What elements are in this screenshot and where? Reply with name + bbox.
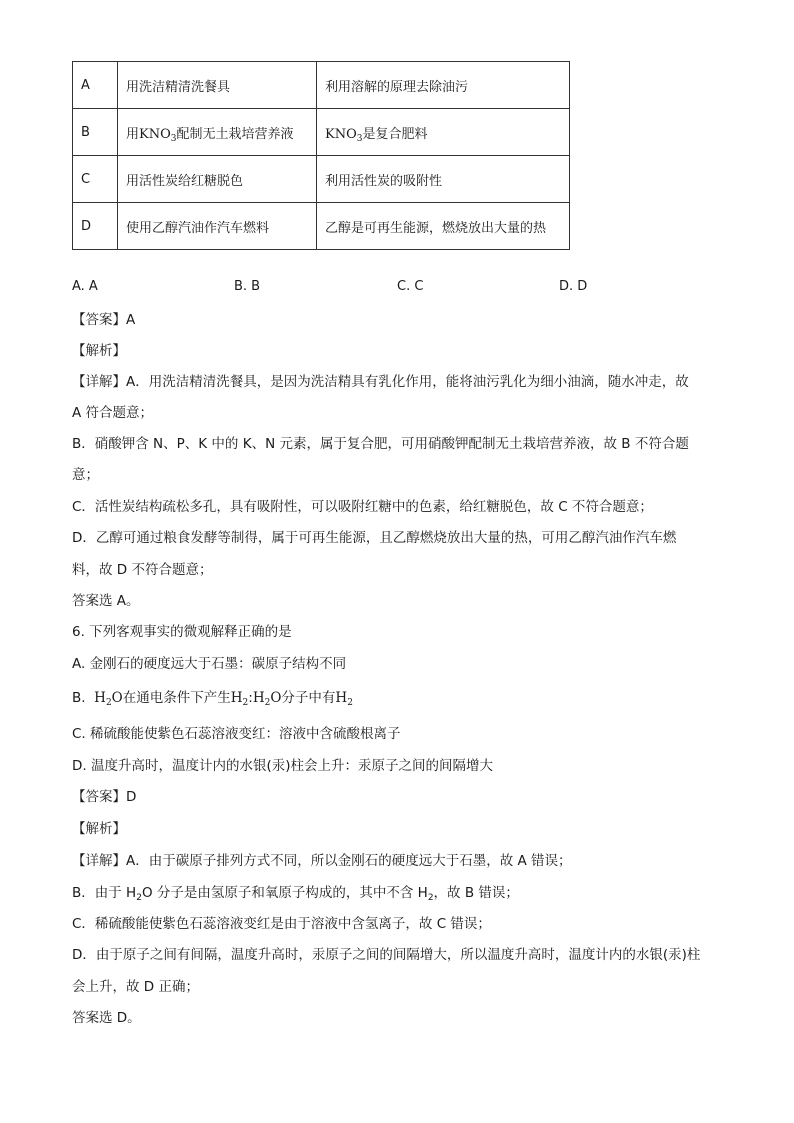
q6-question: 6. 下列客观事实的微观解释正确的是	[72, 624, 292, 640]
row-action: 用活性炭给红糖脱色	[118, 156, 317, 203]
q5-detail-line: 料，故 D 不符合题意；	[72, 562, 213, 578]
q5-detail-line: A 符合题意；	[72, 405, 154, 421]
table-row	[73, 156, 570, 203]
q6-detail-d-cont: 会上升，故 D 正确；	[72, 979, 199, 995]
table-row	[73, 109, 570, 156]
row-reason: $KNO_3$是复合肥料	[317, 109, 570, 156]
choice-b: B. B	[234, 279, 261, 294]
row-reason: 利用活性炭的吸附性	[317, 156, 570, 203]
q6-analysis-label: 【解析】	[72, 821, 126, 837]
row-action: 用洗洁精清洗餐具	[118, 62, 317, 109]
q6-detail-b: B．由于 $H_2O$ 分子是由氢原子和氧原子构成的，其中不含 $H_2$，故 B 错误；	[72, 885, 519, 903]
q6-final-answer: 答案选 D。	[72, 1010, 141, 1026]
q5-final-answer: 答案选 A。	[72, 593, 140, 609]
table-row	[73, 62, 570, 109]
row-letter: A	[73, 62, 118, 109]
row-reason: 乙醇是可再生能源，燃烧放出大量的热	[317, 203, 570, 250]
table-row	[73, 203, 570, 250]
q6-option-c: C. 稀硫酸能使紫色石蕊溶液变红：溶液中含硫酸根离子	[72, 726, 401, 742]
row-letter: B	[73, 109, 118, 156]
q6-detail-a: 【详解】A．由于碳原子排列方式不同，所以金刚石的硬度远大于石墨，故 A 错误；	[72, 853, 572, 869]
choice-c: C. C	[397, 279, 424, 294]
row-letter: D	[73, 203, 118, 250]
q6-option-b: B. $H_2O$在通电条件下产生$H_2:H_2O$分子中有$H_2$	[72, 690, 353, 708]
choice-d: D. D	[559, 279, 588, 294]
row-action: 用$KNO_3$配制无土栽培营养液	[118, 109, 317, 156]
q6-option-d: D. 温度升高时，温度计内的水银(汞)柱会上升：汞原子之间的间隔增大	[72, 758, 494, 774]
row-action: 使用乙醇汽油作汽车燃料	[118, 203, 317, 250]
q5-choices	[0, 279, 794, 299]
options-table	[72, 61, 570, 250]
row-letter: C	[73, 156, 118, 203]
q6-option-a: A. 金刚石的硬度远大于石墨：碳原子结构不同	[72, 656, 347, 672]
q6-detail-c: C．稀硫酸能使紫色石蕊溶液变红是由于溶液中含氢离子，故 C 错误；	[72, 916, 491, 932]
q5-detail-line: C．活性炭结构疏松多孔，具有吸附性，可以吸附红糖中的色素，给红糖脱色，故 C 不符合题意；	[72, 499, 653, 515]
q6-answer: 【答案】D	[72, 789, 137, 805]
choice-a: A. A	[72, 279, 98, 294]
row-reason: 利用溶解的原理去除油污	[317, 62, 570, 109]
q5-answer: 【答案】A	[72, 312, 136, 328]
q6-detail-d: D．由于原子之间有间隔，温度升高时，汞原子之间的间隔增大，所以温度升高时，温度计内的水银(汞)柱	[72, 947, 701, 963]
q5-detail-line: B．硝酸钾含 N、P、K 中的 K、N 元素，属于复合肥，可用硝酸钾配制无土栽培营养液，故 B 不符合题	[72, 436, 689, 452]
q5-analysis-label: 【解析】	[72, 343, 126, 359]
q5-detail-line: D．乙醇可通过粮食发酵等制得，属于可再生能源，且乙醇燃烧放出大量的热，可用乙醇汽油作汽车燃	[72, 530, 677, 546]
q5-detail-line: 意；	[72, 467, 99, 483]
q5-detail-line: 【详解】A．用洗洁精清洗餐具，是因为洗洁精具有乳化作用，能将油污乳化为细小油滴，随水冲走，故	[72, 374, 689, 390]
